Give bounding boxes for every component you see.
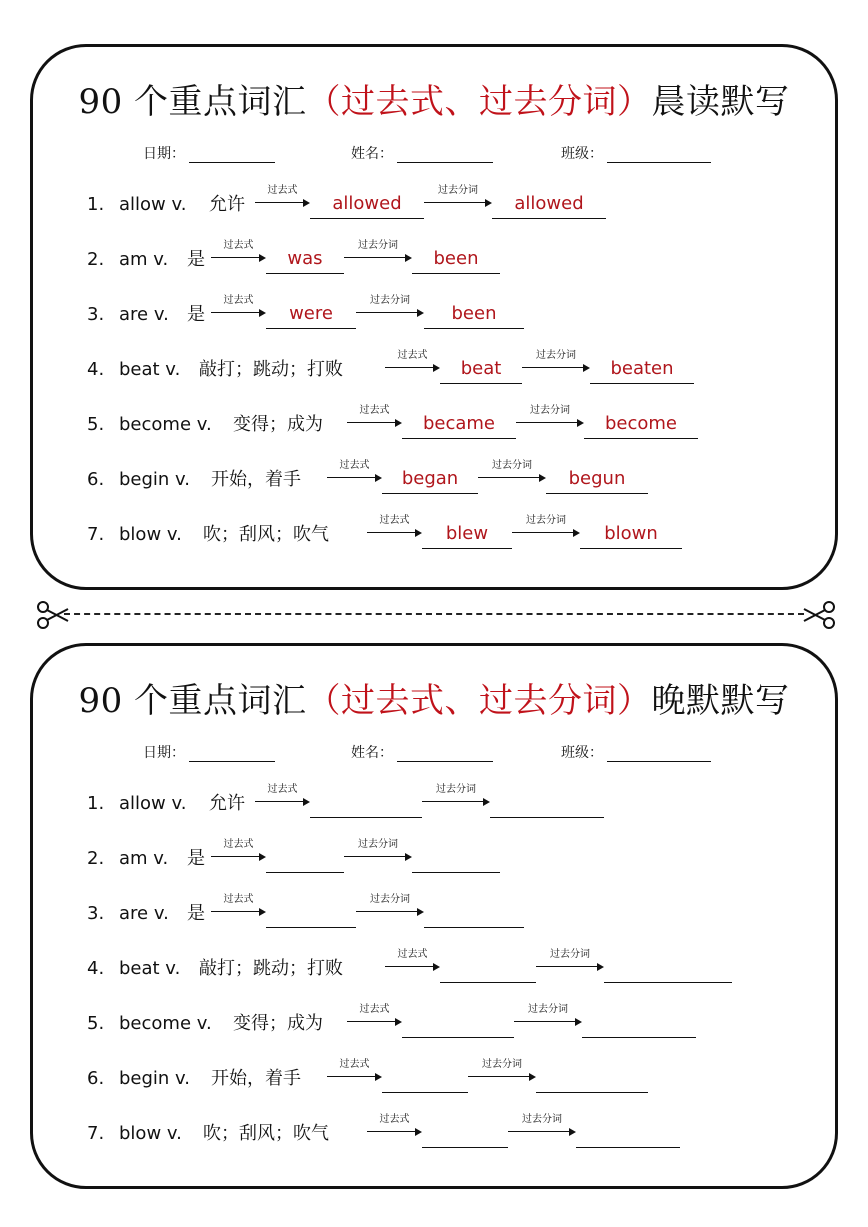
name-label: 姓名： bbox=[351, 745, 393, 761]
past-arrow-label: 过去式 bbox=[223, 295, 254, 306]
row-number: 4. bbox=[87, 958, 105, 979]
evening-dictation-card bbox=[30, 643, 838, 1189]
row-meaning: 变得；成为 bbox=[233, 414, 323, 435]
participle-arrow-label: 过去分词 bbox=[436, 784, 476, 795]
past-tense-answer: were bbox=[289, 303, 333, 324]
past-tense-blank[interactable] bbox=[402, 1003, 514, 1038]
past-participle-blank[interactable] bbox=[536, 1058, 648, 1093]
row-number: 7. bbox=[87, 524, 105, 545]
row-meaning: 敲打；跳动；打败 bbox=[199, 958, 343, 979]
arrow-right-icon bbox=[516, 404, 584, 434]
row-number: 3. bbox=[87, 903, 105, 924]
row-word: am v. bbox=[119, 249, 169, 270]
name-input[interactable] bbox=[397, 146, 493, 163]
past-tense-blank[interactable] bbox=[266, 239, 344, 274]
info-line bbox=[33, 143, 835, 167]
past-arrow-label: 过去式 bbox=[339, 460, 370, 471]
arrow-right-icon bbox=[327, 459, 382, 489]
past-tense-answer: began bbox=[401, 468, 459, 489]
class-field bbox=[561, 742, 711, 762]
row-number: 1. bbox=[87, 793, 105, 814]
past-tense-blank[interactable] bbox=[382, 1058, 468, 1093]
arrow-right-icon bbox=[367, 1113, 422, 1143]
past-tense-blank[interactable] bbox=[382, 459, 478, 494]
past-tense-blank[interactable] bbox=[422, 1113, 508, 1148]
scissors-icon bbox=[802, 598, 836, 632]
row-word: become v. bbox=[119, 414, 212, 435]
row-number: 6. bbox=[87, 1068, 105, 1089]
participle-arrow-label: 过去分词 bbox=[482, 1059, 522, 1070]
row-meaning: 开始，着手 bbox=[211, 469, 301, 490]
past-tense-blank[interactable] bbox=[402, 404, 516, 439]
row-meaning: 是 bbox=[187, 249, 205, 270]
row-word: blow v. bbox=[119, 1123, 182, 1144]
row-number: 5. bbox=[87, 1013, 105, 1034]
past-participle-blank[interactable] bbox=[424, 294, 524, 329]
arrow-right-icon bbox=[536, 948, 604, 978]
arrow-right-icon bbox=[385, 349, 440, 379]
row-number: 2. bbox=[87, 249, 105, 270]
past-participle-blank[interactable] bbox=[580, 514, 682, 549]
row-number: 7. bbox=[87, 1123, 105, 1144]
past-arrow-label: 过去式 bbox=[267, 185, 298, 196]
arrow-right-icon bbox=[211, 893, 266, 923]
past-participle-blank[interactable] bbox=[584, 404, 698, 439]
row-number: 6. bbox=[87, 469, 105, 490]
row-word: begin v. bbox=[119, 1068, 191, 1089]
participle-arrow-label: 过去分词 bbox=[438, 185, 478, 196]
row-word: allow v. bbox=[119, 194, 187, 215]
past-participle-blank[interactable] bbox=[490, 783, 604, 818]
row-meaning: 开始，着手 bbox=[211, 1068, 301, 1089]
past-tense-blank[interactable] bbox=[266, 893, 356, 928]
participle-arrow-label: 过去分词 bbox=[526, 515, 566, 526]
arrow-right-icon bbox=[255, 783, 310, 813]
cut-line-divider bbox=[64, 613, 804, 615]
past-tense-blank[interactable] bbox=[440, 948, 536, 983]
arrow-right-icon bbox=[478, 459, 546, 489]
row-word: are v. bbox=[119, 304, 169, 325]
date-input[interactable] bbox=[189, 745, 275, 762]
arrow-right-icon bbox=[367, 514, 422, 544]
arrow-right-icon bbox=[385, 948, 440, 978]
arrow-right-icon bbox=[356, 893, 424, 923]
past-tense-blank[interactable] bbox=[266, 294, 356, 329]
row-word: beat v. bbox=[119, 958, 181, 979]
arrow-right-icon bbox=[522, 349, 590, 379]
past-arrow-label: 过去式 bbox=[339, 1059, 370, 1070]
row-word: become v. bbox=[119, 1013, 212, 1034]
participle-arrow-label: 过去分词 bbox=[492, 460, 532, 471]
title-suffix: 晚默默写 bbox=[651, 681, 790, 721]
past-arrow-label: 过去式 bbox=[223, 839, 254, 850]
row-word: allow v. bbox=[119, 793, 187, 814]
name-field bbox=[351, 143, 493, 163]
past-participle-answer: blown bbox=[604, 523, 658, 544]
arrow-right-icon bbox=[344, 239, 412, 269]
class-field bbox=[561, 143, 711, 163]
date-label: 日期： bbox=[143, 745, 185, 761]
row-number: 4. bbox=[87, 359, 105, 380]
arrow-right-icon bbox=[508, 1113, 576, 1143]
past-arrow-label: 过去式 bbox=[397, 949, 428, 960]
name-input[interactable] bbox=[397, 745, 493, 762]
row-word: are v. bbox=[119, 903, 169, 924]
past-tense-answer: blew bbox=[445, 523, 489, 544]
name-label: 姓名： bbox=[351, 146, 393, 162]
past-arrow-label: 过去式 bbox=[397, 350, 428, 361]
participle-arrow-label: 过去分词 bbox=[370, 894, 410, 905]
title-suffix: 晨读默写 bbox=[651, 82, 790, 122]
past-arrow-label: 过去式 bbox=[359, 405, 390, 416]
arrow-right-icon bbox=[356, 294, 424, 324]
class-label: 班级： bbox=[561, 745, 603, 761]
arrow-right-icon bbox=[514, 1003, 582, 1033]
date-field bbox=[143, 742, 275, 762]
past-tense-blank[interactable] bbox=[266, 838, 344, 873]
past-tense-answer: beat bbox=[460, 358, 502, 379]
participle-arrow-label: 过去分词 bbox=[550, 949, 590, 960]
row-number: 1. bbox=[87, 194, 105, 215]
past-arrow-label: 过去式 bbox=[359, 1004, 390, 1015]
scissors-icon bbox=[36, 598, 70, 632]
row-word: blow v. bbox=[119, 524, 182, 545]
participle-arrow-label: 过去分词 bbox=[528, 1004, 568, 1015]
past-arrow-label: 过去式 bbox=[223, 894, 254, 905]
arrow-right-icon bbox=[255, 184, 310, 214]
info-line bbox=[33, 742, 835, 766]
past-tense-blank[interactable] bbox=[422, 514, 512, 549]
arrow-right-icon bbox=[327, 1058, 382, 1088]
row-meaning: 是 bbox=[187, 304, 205, 325]
row-number: 5. bbox=[87, 414, 105, 435]
arrow-right-icon bbox=[347, 404, 402, 434]
past-participle-answer: become bbox=[604, 413, 678, 434]
participle-arrow-label: 过去分词 bbox=[370, 295, 410, 306]
date-input[interactable] bbox=[189, 146, 275, 163]
past-participle-answer: been bbox=[451, 303, 497, 324]
past-participle-blank[interactable] bbox=[424, 893, 524, 928]
row-meaning: 允许 bbox=[209, 793, 245, 814]
arrow-right-icon bbox=[211, 239, 266, 269]
row-word: am v. bbox=[119, 848, 169, 869]
past-participle-blank[interactable] bbox=[582, 1003, 696, 1038]
past-participle-blank[interactable] bbox=[412, 838, 500, 873]
past-participle-answer: begun bbox=[568, 468, 626, 489]
card-title bbox=[33, 80, 835, 124]
row-meaning: 是 bbox=[187, 848, 205, 869]
row-meaning: 变得；成为 bbox=[233, 1013, 323, 1034]
arrow-right-icon bbox=[512, 514, 580, 544]
past-tense-answer: allowed bbox=[332, 193, 402, 214]
row-meaning: 敲打；跳动；打败 bbox=[199, 359, 343, 380]
class-input[interactable] bbox=[607, 146, 711, 163]
past-arrow-label: 过去式 bbox=[379, 1114, 410, 1125]
row-meaning: 允许 bbox=[209, 194, 245, 215]
past-tense-blank[interactable] bbox=[440, 349, 522, 384]
past-participle-blank[interactable] bbox=[492, 184, 606, 219]
title-prefix: 90 个重点词汇 bbox=[78, 681, 307, 721]
row-meaning: 吹；刮风；吹气 bbox=[203, 1123, 329, 1144]
card-title bbox=[33, 679, 835, 723]
past-participle-blank[interactable] bbox=[412, 239, 500, 274]
row-word: beat v. bbox=[119, 359, 181, 380]
date-field bbox=[143, 143, 275, 163]
past-participle-blank[interactable] bbox=[590, 349, 694, 384]
title-prefix: 90 个重点词汇 bbox=[78, 82, 307, 122]
arrow-right-icon bbox=[344, 838, 412, 868]
past-tense-answer: became bbox=[422, 413, 496, 434]
participle-arrow-label: 过去分词 bbox=[358, 839, 398, 850]
arrow-right-icon bbox=[468, 1058, 536, 1088]
past-participle-blank[interactable] bbox=[576, 1113, 680, 1148]
arrow-right-icon bbox=[211, 294, 266, 324]
past-arrow-label: 过去式 bbox=[379, 515, 410, 526]
arrow-right-icon bbox=[211, 838, 266, 868]
row-number: 2. bbox=[87, 848, 105, 869]
row-meaning: 是 bbox=[187, 903, 205, 924]
class-label: 班级： bbox=[561, 146, 603, 162]
past-arrow-label: 过去式 bbox=[223, 240, 254, 251]
title-highlight: （过去式、过去分词） bbox=[306, 82, 652, 122]
past-participle-blank[interactable] bbox=[546, 459, 648, 494]
participle-arrow-label: 过去分词 bbox=[358, 240, 398, 251]
name-field bbox=[351, 742, 493, 762]
row-meaning: 吹；刮风；吹气 bbox=[203, 524, 329, 545]
past-arrow-label: 过去式 bbox=[267, 784, 298, 795]
past-participle-blank[interactable] bbox=[604, 948, 732, 983]
past-tense-blank[interactable] bbox=[310, 783, 422, 818]
participle-arrow-label: 过去分词 bbox=[530, 405, 570, 416]
arrow-right-icon bbox=[422, 783, 490, 813]
row-number: 3. bbox=[87, 304, 105, 325]
arrow-right-icon bbox=[424, 184, 492, 214]
date-label: 日期： bbox=[143, 146, 185, 162]
class-input[interactable] bbox=[607, 745, 711, 762]
title-highlight: （过去式、过去分词） bbox=[306, 681, 652, 721]
morning-dictation-card bbox=[30, 44, 838, 590]
participle-arrow-label: 过去分词 bbox=[536, 350, 576, 361]
past-participle-answer: allowed bbox=[514, 193, 584, 214]
past-participle-answer: been bbox=[433, 248, 479, 269]
row-word: begin v. bbox=[119, 469, 191, 490]
past-participle-answer: beaten bbox=[610, 358, 674, 379]
arrow-right-icon bbox=[347, 1003, 402, 1033]
past-tense-blank[interactable] bbox=[310, 184, 424, 219]
participle-arrow-label: 过去分词 bbox=[522, 1114, 562, 1125]
past-tense-answer: was bbox=[287, 248, 323, 269]
